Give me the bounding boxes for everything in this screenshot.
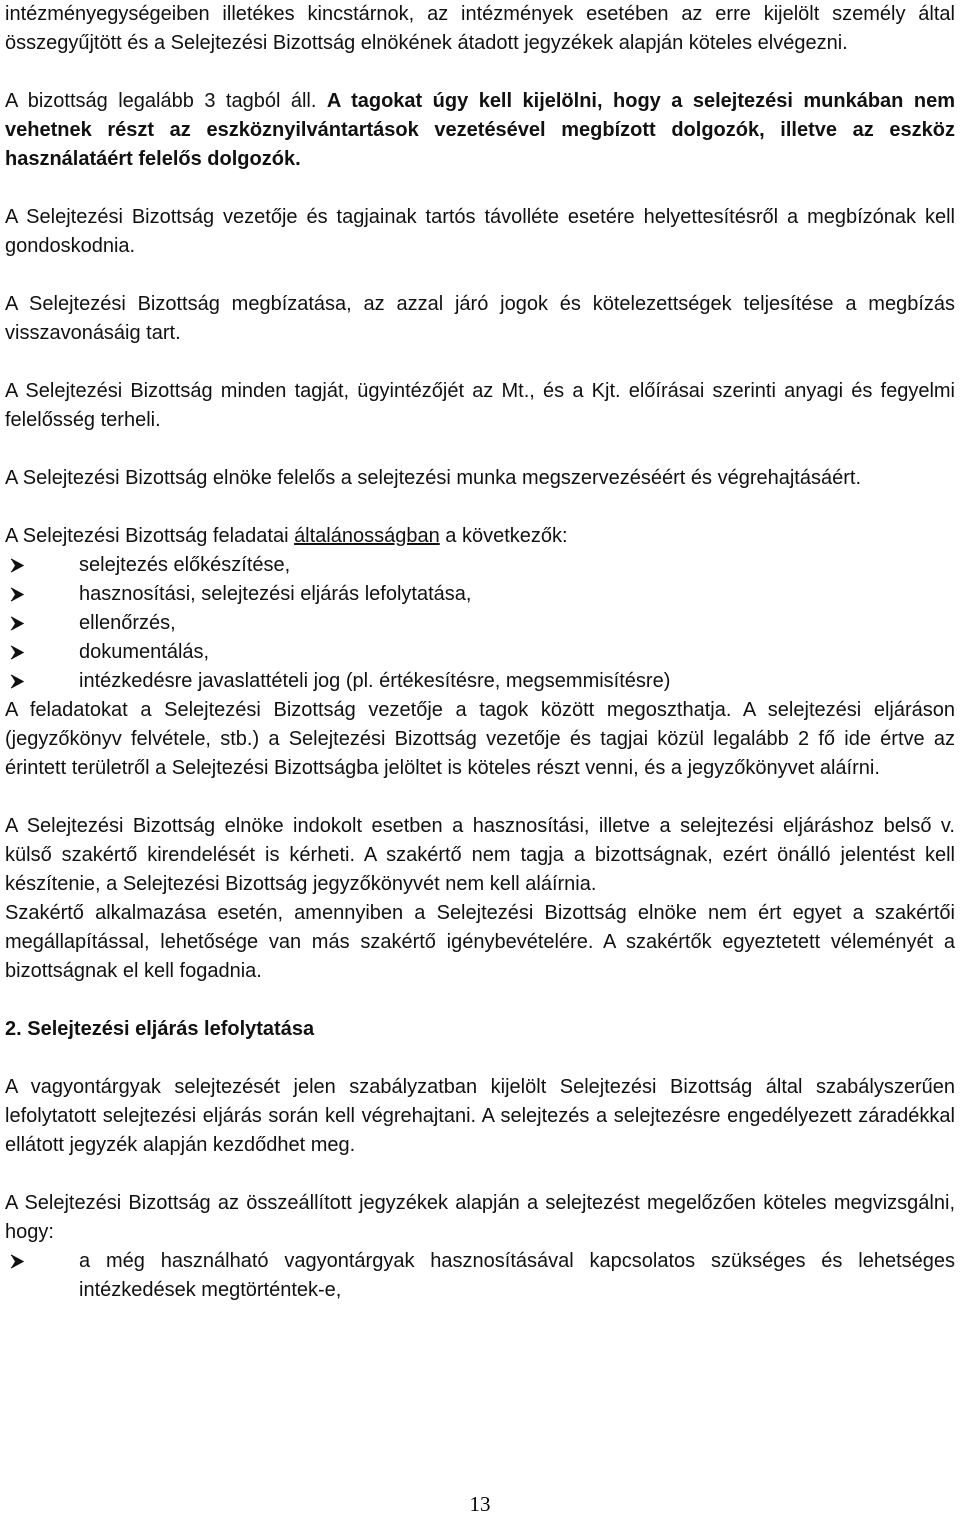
paragraph-mandate: A Selejtezési Bizottság megbízatása, az azzal járó jogok és kötelezettségek teljesítése a megbízás visszavonásáig tart.: [5, 293, 955, 344]
list-item: intézkedésre javaslattételi jog (pl. értékesítésre, megsemmisítésre): [5, 667, 955, 696]
list-item: ellenőrzés,: [5, 609, 955, 638]
paragraph-procedure: A vagyontárgyak selejtezését jelen szabályzatban kijelölt Selejtezési Bizottság által szabályszerűen lefolytatott selejtezési eljárás során kell végrehajtani. A selejtezés a selejtezésre engedélyezett záradékkal ellátott jegyzék alapján kezdődhet meg.: [5, 1076, 955, 1156]
paragraph-continuation: intézményegységeiben illetékes kincstárnok, az intézmények esetében az erre kijelölt személy által összegyűjtött és a Selejtezési Bizottság elnökének átadott jegyzékek alapján köteles elvégezni.: [5, 3, 955, 54]
list-item: hasznosítási, selejtezési eljárás lefolytatása,: [5, 580, 955, 609]
arrow-bullet-icon: [9, 667, 33, 696]
paragraph-tasks-intro: A Selejtezési Bizottság feladatai általánosságban a következők:: [5, 525, 568, 547]
arrow-bullet-icon: [9, 1247, 33, 1276]
arrow-bullet-icon: [9, 609, 33, 638]
paragraph-substitution: A Selejtezési Bizottság vezetője és tagjainak tartós távolléte esetére helyettesítésről a megbízónak kell gondoskodnia.: [5, 206, 955, 257]
committee-rule-bold: A tagokat úgy kell kijelölni, hogy a selejtezési munkában nem vehetnek részt az eszköznyilvántartások vezetésével megbízott dolgozók, illetve az eszköz használatáért felelős dolgozók.: [5, 90, 955, 170]
arrow-bullet-icon: [9, 580, 33, 609]
committee-size-text: A bizottság legalább 3 tagból áll.: [5, 90, 327, 112]
paragraph-expert-disagreement: Szakértő alkalmazása esetén, amennyiben a Selejtezési Bizottság elnöke nem ért egyet a szakértői megállapítással, lehetősége van más szakértő igénybevételére. A szakértők egyeztetett véleményét a bizottságnak el kell fogadnia.: [5, 902, 955, 982]
list-item: a még használható vagyontárgyak hasznosításával kapcsolatos szükséges és lehetséges intézkedések megtörténtek-e,: [5, 1247, 955, 1305]
paragraph-expert-request: A Selejtezési Bizottság elnöke indokolt esetben a hasznosítási, illetve a selejtezési eljáráshoz belső v. külső szakértő kirendelését is kérheti. A szakértő nem tagja a bizottságnak, ezért önálló jelentést kell készítenie, a Selejtezési Bizottság jegyzőkönyvét nem kell aláírnia.: [5, 815, 955, 895]
paragraph-task-sharing: A feladatokat a Selejtezési Bizottság vezetője a tagok között megoszthatja. A selejtezési eljáráson (jegyzőkönyv felvétele, stb.) a Selejtezési Bizottság vezetője és tagjai közül legalább 2 fő ide értve az érintett területről a Selejtezési Bizottságba jelöltet is köteles részt venni, és a jegyzőkönyvet aláírni.: [5, 699, 955, 779]
generally-underlined: általánosságban: [294, 525, 440, 547]
list-item: selejtezés előkészítése,: [5, 551, 955, 580]
examination-list: [5, 1247, 955, 1305]
section-heading: 2. Selejtezési eljárás lefolytatása: [5, 1018, 315, 1040]
arrow-bullet-icon: [9, 638, 33, 667]
paragraph-liability: A Selejtezési Bizottság minden tagját, ügyintézőjét az Mt., és a Kjt. előírásai szerinti anyagi és fegyelmi felelősség terheli.: [5, 380, 955, 431]
paragraph-chair-responsibility: A Selejtezési Bizottság elnöke felelős a selejtezési munka megszervezéséért és végrehajtásáért.: [5, 467, 862, 489]
paragraph-committee-members: [5, 87, 955, 174]
paragraph-examination: A Selejtezési Bizottság az összeállított jegyzékek alapján a selejtezést megelőzően köteles megvizsgálni, hogy:: [5, 1192, 955, 1243]
page-number: 13: [469, 1492, 491, 1516]
task-list: [5, 551, 955, 696]
list-item: dokumentálás,: [5, 638, 955, 667]
arrow-bullet-icon: [9, 551, 33, 580]
